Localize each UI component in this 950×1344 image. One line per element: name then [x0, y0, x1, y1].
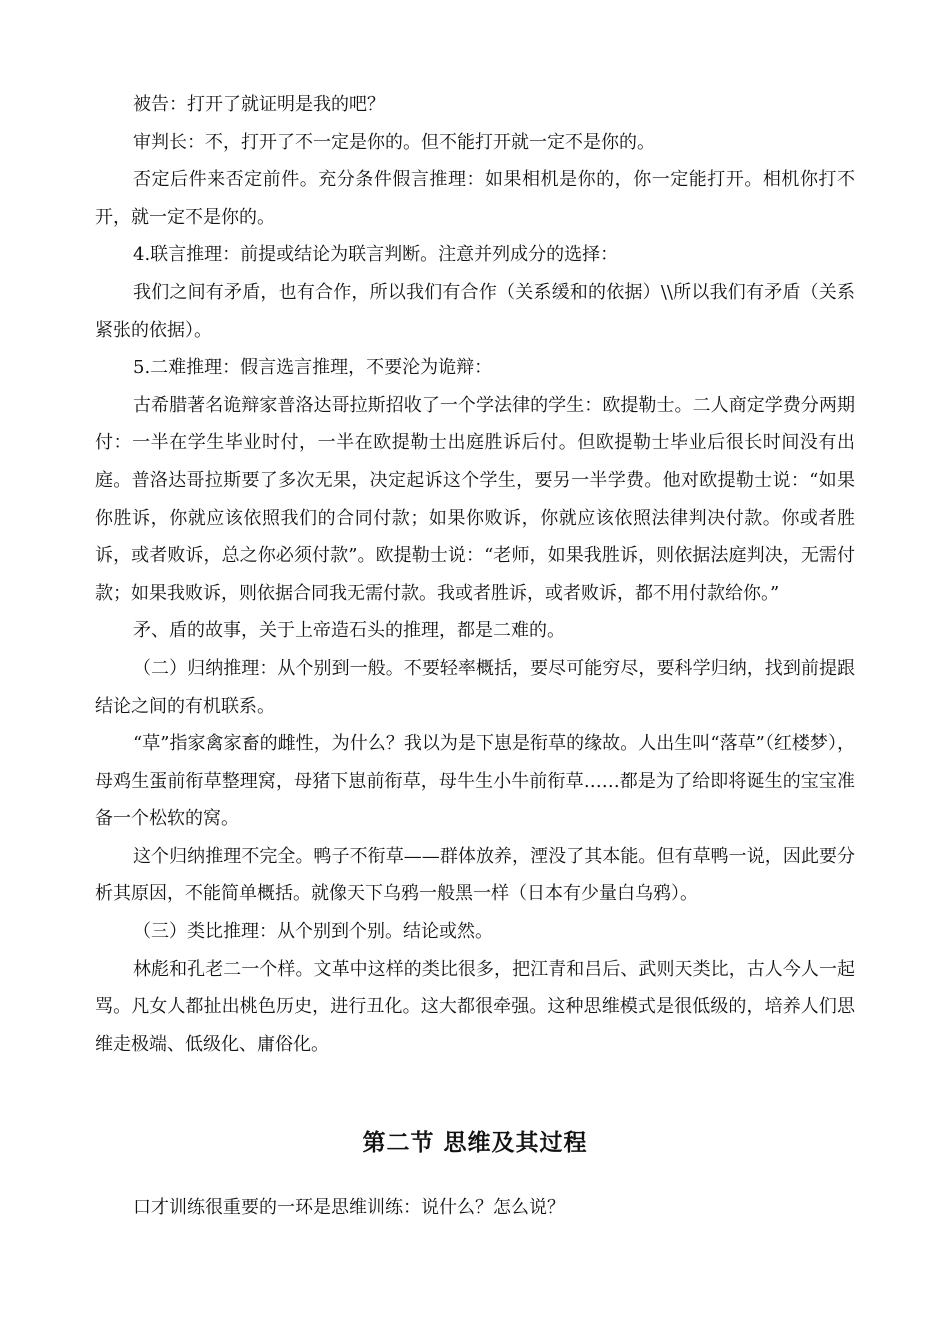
paragraph-inductive-critique: 这个归纳推理不完全。鸭子不衔草——群体放养，湮没了其本能。但有草鸭一说，因此要分析其原因，不能简单概括。就像天下乌鸦一般黑一样（日本有少量白乌鸦）。 [95, 845, 855, 905]
paragraph-dilemma-story: 古希腊著名诡辩家普洛达哥拉斯招收了一个学法律的学生：欧提勒士。二人商定学费分两期付：一半在学生毕业时付，一半在欧提勒士出庭胜诉后付。但欧提勒士毕业后很长时间没有出庭。普洛达哥拉斯要了多次无果，决定起诉这个学生，要另一半学费。他对欧提勒士说：“如果你胜诉，你就应该依照我们的合同付款；如果你败诉，你就应该依照法律判决付款。你或者胜诉，或者败诉，总之你必须付款”。欧提勒士说：“老师，如果我胜诉，则依据法庭判决，无需付款；如果我败诉，则依据合同我无需付款。我或者胜诉，或者败诉，都不用付款给你。” [95, 394, 855, 604]
section-intro [95, 1189, 855, 1227]
paragraph-inductive-example: “草”指家禽家畜的雌性，为什么？我以为是下崽是衔草的缘故。人出生叫“落草”（红楼梦），母鸡生蛋前衔草整理窝，母猪下崽前衔草，母牛生小牛前衔草……都是为了给即将诞生的宝宝准备一个松软的窝。 [95, 733, 855, 830]
paragraph-judge: 审判长：不，打开了不一定是你的。但不能打开就一定不是你的。 [133, 131, 655, 153]
section-heading: 第二节 思维及其过程 [362, 1129, 588, 1156]
paragraph-conjunctive-example: 我们之间有矛盾，也有合作，所以我们有合作（关系缓和的依据）\\所以我们有矛盾（关系紧张的依据）。 [95, 281, 855, 341]
paragraph-dilemma-note: 矛、盾的故事，关于上帝造石头的推理，都是二难的。 [133, 620, 565, 642]
paragraph-analogical-example: 林彪和孔老二一个样。文革中这样的类比很多，把江青和吕后、武则天类比，古人今人一起骂。凡女人都扯出桃色历史，进行丑化。这大都很牵强。这种思维模式是很低级的，培养人们思维走极端、低级化、庸俗化。 [95, 958, 855, 1055]
paragraph-closing: 口才训练很重要的一环是思维训练：说什么？怎么说？ [133, 1197, 565, 1218]
document-body [95, 86, 855, 1063]
paragraph-sufficient-condition: 否定后件来否定前件。充分条件假言推理：如果相机是你的，你一定能打开。相机你打不开，就一定不是你的。 [95, 169, 855, 228]
paragraph-inductive-inference: （二）归纳推理：从个别到一般。不要轻率概括，要尽可能穷尽，要科学归纳，找到前提跟结论之间的有机联系。 [95, 657, 855, 717]
paragraph-analogical-inference: （三）类比推理：从个别到个别。结论或然。 [133, 921, 493, 943]
paragraph-conjunctive-inference: 4.联言推理：前提或结论为联言判断。注意并列成分的选择： [133, 244, 619, 266]
paragraph-defendant: 被告：打开了就证明是我的吧？ [133, 94, 385, 115]
paragraph-dilemma-inference: 5.二难推理：假言选言推理，不要沦为诡辩： [133, 357, 493, 379]
